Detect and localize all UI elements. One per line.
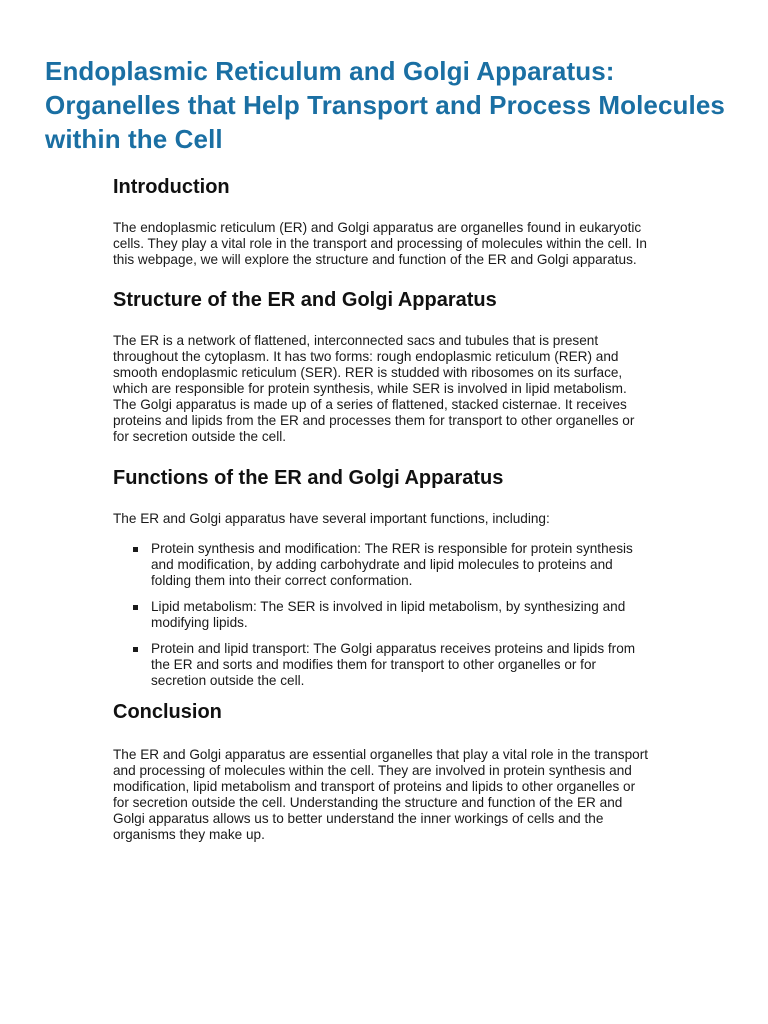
conclusion-paragraph: The ER and Golgi apparatus are essential organelles that play a vital role in the transport and processing of molecules within the cell. They are involved in protein synthesis and modification, lipid metabolism and transport of proteins and lipids to other organelles or for secretion outside the cell. Understanding the structure and function of the ER and Golgi apparatus allows us to better understand the inner workings of cells and the organisms they make up. bbox=[113, 747, 648, 842]
list-item bbox=[113, 541, 653, 589]
list-item-text: Protein and lipid transport: The Golgi apparatus receives proteins and lipids from the ER and sorts and modifies them for transport to other organelles or for secretion outside the cell. bbox=[151, 641, 636, 688]
functions-intro: The ER and Golgi apparatus have several important functions, including: bbox=[113, 511, 550, 526]
conclusion-heading: Conclusion bbox=[113, 701, 222, 723]
introduction-paragraph: The endoplasmic reticulum (ER) and Golgi apparatus are organelles found in eukaryotic cells. They play a vital role in the transport and processing of molecules within the cell. In this webpage, we will explore the structure and function of the ER and Golgi apparatus. bbox=[113, 220, 647, 267]
list-item-text: Lipid metabolism: The SER is involved in lipid metabolism, by synthesizing and modifying lipids. bbox=[151, 599, 626, 630]
list-item bbox=[113, 599, 653, 631]
article-body bbox=[113, 174, 653, 843]
structure-paragraph: The ER is a network of flattened, interconnected sacs and tubules that is present throughout the cytoplasm. It has two forms: rough endoplasmic reticulum (RER) and smooth endoplasmic reticulum (SER). RER is studded with ribosomes on its surface, which are responsible for protein synthesis, while SER is involved in lipid metabolism. The Golgi apparatus is made up of a series of flattened, stacked cisternae. It receives proteins and lipids from the ER and processes them for transport to other organelles or for secretion outside the cell. bbox=[113, 333, 635, 444]
functions-heading: Functions of the ER and Golgi Apparatus bbox=[113, 467, 504, 489]
square-bullet-icon bbox=[133, 547, 138, 552]
list-item bbox=[113, 641, 653, 689]
square-bullet-icon bbox=[133, 647, 138, 652]
functions-list bbox=[113, 541, 653, 689]
list-item-text: Protein synthesis and modification: The RER is responsible for protein synthesis and modification, by adding carbohydrate and lipid molecules to proteins and folding them into their correct conformation. bbox=[151, 541, 633, 588]
introduction-heading: Introduction bbox=[113, 176, 230, 198]
page-title: Endoplasmic Reticulum and Golgi Apparatus: Organelles that Help Transport and Process Molecules within the Cell bbox=[45, 56, 725, 154]
structure-heading: Structure of the ER and Golgi Apparatus bbox=[113, 289, 497, 311]
square-bullet-icon bbox=[133, 605, 138, 610]
